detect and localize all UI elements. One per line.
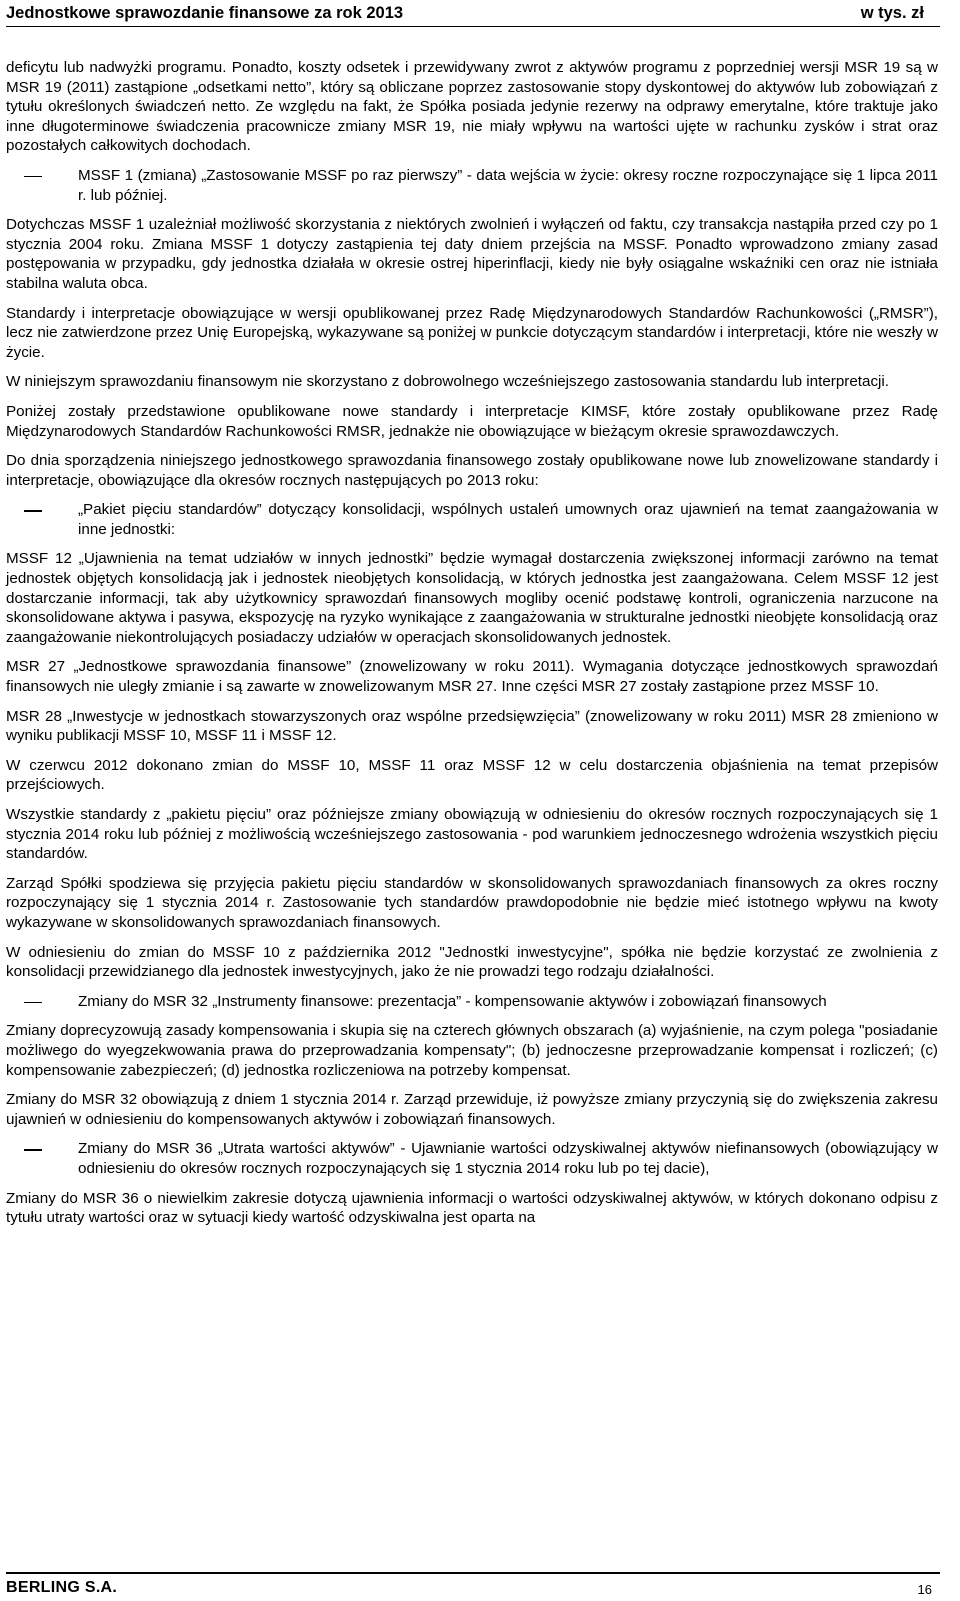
paragraph: MSR 28 „Inwestycje w jednostkach stowarzyszonych oraz wspólne przedsięwzięcia” (znowelizowany w roku 2011) MSR 28 zmieniono w wyniku publikacji MSSF 10, MSSF 11 i MSSF 12. xyxy=(6,707,938,745)
paragraph: W czerwcu 2012 dokonano zmian do MSSF 10, MSSF 11 oraz MSSF 12 w celu dostarczenia objaśnienia na temat przepisów przejściowych. xyxy=(6,756,938,794)
paragraph: Wszystkie standardy z „pakietu pięciu” oraz późniejsze zmiany obowiązują w odniesieniu do okresów rocznych rozpoczynających się 1 stycznia 2014 roku lub później z możliwością wcześniejszego zastosowania - pod warunkiem jednoczesnego wdrożenia wszystkich pięciu standardów. xyxy=(6,806,938,863)
paragraph: deficytu lub nadwyżki programu. Ponadto, koszty odsetek i przewidywany zwrot z aktywów programu z poprzedniej wersji MSR 19 są w MSR 19 (2011) zastąpione „odsetkami netto”, który są obliczane poprzez zastosowanie stopy dyskontowej do aktywów lub zobowiązań z tytułu określonych świadczeń netto. Ze względu na fakt, że Spółka posiada jedynie rezerwy na odprawy emerytalne, które traktuje jako inne długoterminowe świadczenia pracownicze zmiany MSR 19, nie miały wpływu na wartości ujęte w rachunku zysków i strat oraz pozostałych całkowitych dochodach. xyxy=(6,59,938,155)
dash-bullet-icon xyxy=(6,1139,78,1178)
paragraph: Zmiany do MSR 36 o niewielkim zakresie dotyczą ujawnienia informacji o wartości odzyskiwalnej aktywów, w których dokonano odpisu z tytułu utraty wartości oraz w sytuacji kiedy wartość odzyskiwalna jest oparta na xyxy=(6,1189,938,1227)
bullet-item xyxy=(6,166,938,205)
document-body xyxy=(6,58,938,1238)
paragraph: Zarząd Spółki spodziewa się przyjęcia pakietu pięciu standardów w skonsolidowanych sprawozdaniach finansowych za okres roczny rozpoczynający się 1 stycznia 2014 r. Zastosowanie tych standardów prawdopodobnie nie będzie mieć istotnego wpływu na kwoty wykazywane w skonsolidowanych sprawozdaniach finansowych. xyxy=(6,874,938,931)
bullet-item xyxy=(6,992,938,1012)
dash-bullet-icon xyxy=(6,992,78,1012)
paragraph: MSR 27 „Jednostkowe sprawozdania finansowe” (znowelizowany w roku 2011). Wymagania dotyczące jednostkowych sprawozdań finansowych nie uległy zmianie i są zawarte w znowelizowanym MSR 27. Inne części MSR 27 zostały zastąpione przez MSSF 10. xyxy=(6,658,938,696)
paragraph: W niniejszym sprawozdaniu finansowym nie skorzystano z dobrowolnego wcześniejszego zastosowania standardu lub interpretacji. xyxy=(6,373,890,391)
paragraph: Dotychczas MSSF 1 uzależniał możliwość skorzystania z niektórych zwolnień i wyłączeń od faktu, czy transakcja nastąpiła przed czy po 1 stycznia 2004 roku. Zmiana MSSF 1 dotyczy zastąpienia tej daty dniem przejścia na MSSF. Ponadto wprowadzono zmiany zasad postępowania w przypadku, gdy jednostka działała w okresie ostrej hiperinflacji, kiedy nie były osiągalne wskaźniki cen oraz nie istniała stabilna waluta obca. xyxy=(6,216,938,292)
page-footer xyxy=(6,1572,940,1600)
bullet-text: Zmiany do MSR 36 „Utrata wartości aktywów” - Ujawnianie wartości odzyskiwalnej aktywów niefinansowych (obowiązujący w odniesieniu do okresów rocznych rozpoczynających się 1 stycznia 2014 roku lub po tej dacie), xyxy=(78,1140,938,1177)
page-number: 16 xyxy=(917,1582,932,1597)
paragraph: Standardy i interpretacje obowiązujące w wersji opublikowanej przez Radę Międzynarodowych Standardów Rachunkowości („RMSR”), lecz nie zatwierdzone przez Unię Europejską, wykazywane są poniżej w punkcie dotyczącym standardów i interpretacji, które nie weszły w życie. xyxy=(6,304,938,361)
paragraph: W odniesieniu do zmian do MSSF 10 z października 2012 "Jednostki inwestycyjne", spółka nie będzie korzystać ze zwolnienia z konsolidacji przewidzianego dla jednostek inwestycyjnych, jako że nie prowadzi tego rodzaju działalności. xyxy=(6,943,938,981)
document-title: Jednostkowe sprawozdanie finansowe za rok 2013 xyxy=(6,4,404,22)
bullet-item xyxy=(6,500,938,539)
paragraph: MSSF 12 „Ujawnienia na temat udziałów w innych jednostki” będzie wymagał dostarczenia zwiększonej informacji zarówno na temat jednostek objętych konsolidacją jak i jednostek nieobjętych konsolidacją, w których jednostka jest zaangażowana. Celem MSSF 12 jest dostarczanie informacji, tak aby użytkownicy sprawozdań finansowych mogliby ocenić podstawę kontroli, ograniczenia narzucone na skonsolidowane aktywa i pasywa, ekspozycję na ryzyko wynikające z zaangażowania w strukturalne jednostki nieobjęte konsolidacją oraz zaangażowanie niekontrolujących posiadaczy udziałów w operacjach skonsolidowanych jednostek. xyxy=(6,550,938,646)
bullet-item xyxy=(6,1139,938,1178)
bullet-text: MSSF 1 (zmiana) „Zastosowanie MSSF po raz pierwszy” - data wejścia w życie: okresy roczne rozpoczynające się 1 lipca 2011 r. lub później. xyxy=(78,166,938,204)
company-name: BERLING S.A. xyxy=(6,1579,118,1596)
paragraph: Poniżej zostały przedstawione opublikowane nowe standardy i interpretacje KIMSF, które zostały opublikowane przez Radę Międzynarodowych Standardów Rachunkowości RMSR, jednakże nie obowiązujące w bieżącym okresie sprawozdawczych. xyxy=(6,402,938,440)
paragraph: Zmiany do MSR 32 obowiązują z dniem 1 stycznia 2014 r. Zarząd przewiduje, iż powyższe zmiany przyczynią się do zwiększenia zakresu ujawnień w odniesieniu do kompensowanych aktywów i zobowiązań finansowych. xyxy=(6,1091,938,1128)
currency-unit: w tys. zł xyxy=(860,4,924,22)
dash-bullet-icon xyxy=(6,500,78,539)
paragraph: Do dnia sporządzenia niniejszego jednostkowego sprawozdania finansowego zostały opublikowane nowe lub znowelizowane standardy i interpretacje, obowiązujące dla okresów rocznych następujących po 2013 roku: xyxy=(6,452,938,489)
bullet-text: „Pakiet pięciu standardów” dotyczący konsolidacji, wspólnych ustaleń umownych oraz ujawnień na temat zaangażowania w inne jednostki: xyxy=(78,501,938,538)
page-header xyxy=(6,4,940,27)
dash-bullet-icon xyxy=(6,166,78,205)
bullet-text: Zmiany do MSR 32 „Instrumenty finansowe: prezentacja” - kompensowanie aktywów i zobowiązań finansowych xyxy=(78,992,827,1010)
paragraph: Zmiany doprecyzowują zasady kompensowania i skupia się na czterech głównych obszarach (a) wyjaśnienie, na czym polega "posiadanie możliwego do wyegzekwowania prawa do przeprowadzania kompensaty"; (b) jednoczesne przeprowadzanie kompensat i rozliczeń; (c) kompensowanie zabezpieczeń; (d) jednostka rozliczeniowa na potrzeby kompensat. xyxy=(6,1022,938,1079)
